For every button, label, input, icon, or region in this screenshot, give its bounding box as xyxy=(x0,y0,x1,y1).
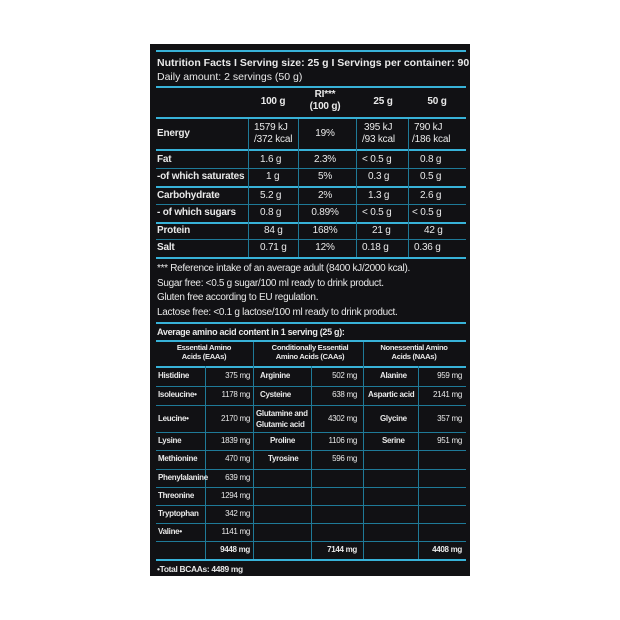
col-100g: 100 g xyxy=(260,96,286,107)
sugars-label: - of which sugars xyxy=(157,207,236,218)
naa-header-line-1: Nonessential Amino xyxy=(380,343,448,352)
eaa-value: 1141 mg xyxy=(221,527,250,536)
protein-25: 21 g xyxy=(372,225,391,236)
caa-header-line-2: Amino Acids (CAAs) xyxy=(275,351,345,361)
eaa-value: 1294 mg xyxy=(220,491,250,500)
eaa-name: Threonine xyxy=(158,491,194,500)
nut-grid-v3 xyxy=(356,119,357,257)
energy-25-kcal: /93 kcal xyxy=(362,134,395,145)
header-divider xyxy=(156,86,466,88)
eaa-header-line-2: Acids (EAAs) xyxy=(181,351,227,361)
protein-divider xyxy=(156,239,466,240)
caa-name-line-2: Glutamic acid xyxy=(256,420,305,429)
energy-50-kj: 790 kJ xyxy=(414,122,443,133)
colhead-divider xyxy=(156,117,466,119)
naa-name: Serine xyxy=(382,436,405,445)
salt-50: 0.36 g xyxy=(414,242,441,253)
eaa-header xyxy=(158,344,250,361)
caa-value: 4302 mg xyxy=(327,414,357,423)
naa-value: 357 mg xyxy=(437,414,462,423)
naa-header xyxy=(364,344,464,361)
sugars-25: < 0.5 g xyxy=(362,207,392,218)
nut-grid-v4 xyxy=(408,119,409,257)
carb-25: 1.3 g xyxy=(368,190,390,201)
carb-50: 2.6 g xyxy=(420,190,442,201)
salt-25: 0.18 g xyxy=(362,242,389,253)
naa-total: 4408 mg xyxy=(432,545,462,554)
sugars-100: 0.8 g xyxy=(260,207,282,218)
total-bcaas: •Total BCAAs: 4489 mg xyxy=(157,564,243,574)
naa-name: Glycine xyxy=(380,414,407,423)
col-ri: RI*** xyxy=(314,89,336,100)
fat-25: < 0.5 g xyxy=(362,154,392,165)
caa-value: 1106 mg xyxy=(328,436,357,445)
fat-ri: 2.3% xyxy=(314,154,336,165)
fat-divider xyxy=(156,168,466,169)
amino-title-divider xyxy=(156,340,466,342)
naa-value: 959 mg xyxy=(437,371,462,380)
energy-divider xyxy=(156,149,466,151)
caa-name: Arginine xyxy=(260,371,291,380)
nut-grid-v1 xyxy=(248,119,249,257)
caa-value: 502 mg xyxy=(332,371,357,380)
note-reference-intake: *** Reference intake of an average adult (8400 kJ/2000 kcal). xyxy=(157,263,410,274)
amino-title: Average amino acid content in 1 serving (25 g): xyxy=(157,327,345,337)
eaa-value: 1178 mg xyxy=(221,390,250,399)
eaa-name: Valine• xyxy=(158,527,182,536)
header-line-1: Nutrition Facts I Serving size: 25 g I Servings per container: 90 xyxy=(157,57,470,69)
eaa-value: 342 mg xyxy=(225,509,250,518)
caa-name: Cysteine xyxy=(260,390,291,399)
eaa-name: Methionine xyxy=(158,454,198,463)
eaa-name: Leucine• xyxy=(158,414,189,423)
caa-value: 596 mg xyxy=(332,454,357,463)
energy-50-kcal: /186 kcal xyxy=(412,134,451,145)
eaa-name: Phenylalanine xyxy=(158,473,208,482)
note-lactose-free: Lactose free: <0.1 g lactose/100 ml ready to drink product. xyxy=(157,307,398,318)
saturates-25: 0.3 g xyxy=(368,171,390,182)
sugars-divider xyxy=(156,222,466,224)
fat-label: Fat xyxy=(157,154,172,165)
nutrition-label xyxy=(150,44,470,576)
naa-name: Alanine xyxy=(380,371,407,380)
protein-100: 84 g xyxy=(264,225,283,236)
energy-100-kcal: /372 kcal xyxy=(254,134,293,145)
eaa-name: Tryptophan xyxy=(158,509,199,518)
header-line-2: Daily amount: 2 servings (50 g) xyxy=(157,71,303,83)
salt-divider xyxy=(156,257,466,259)
caa-name: Proline xyxy=(270,436,296,445)
sugars-ri: 0.89% xyxy=(311,207,339,218)
caa-header-line-1: Conditionally Essential xyxy=(271,343,349,352)
notes-divider xyxy=(156,322,466,324)
eaa-name: Isoleucine• xyxy=(158,390,197,399)
salt-label: Salt xyxy=(157,242,175,253)
note-gluten-free: Gluten free according to EU regulation. xyxy=(157,292,319,303)
eaa-total: 9448 mg xyxy=(220,545,250,554)
naa-value: 951 mg xyxy=(437,436,462,445)
caa-total: 7144 mg xyxy=(327,545,357,554)
protein-label: Protein xyxy=(157,225,191,236)
amino-grid-v2 xyxy=(253,342,254,559)
sugars-50: < 0.5 g xyxy=(412,207,442,218)
naa-header-line-2: Acids (NAAs) xyxy=(391,351,437,361)
col-ri-sub: (100 g) xyxy=(309,101,341,112)
naa-name: Aspartic acid xyxy=(368,390,415,399)
saturates-divider xyxy=(156,186,466,188)
saturates-label: -of which saturates xyxy=(157,171,245,182)
top-divider xyxy=(156,50,466,52)
energy-25-kj: 395 kJ xyxy=(364,122,393,133)
eaa-value: 470 mg xyxy=(225,454,250,463)
caa-value: 638 mg xyxy=(332,390,357,399)
eaa-value: 2170 mg xyxy=(220,414,250,423)
eaa-value: 1839 mg xyxy=(220,436,250,445)
carb-ri: 2% xyxy=(317,190,333,201)
col-25g: 25 g xyxy=(373,96,393,107)
nut-grid-v2 xyxy=(298,119,299,257)
carb-100: 5.2 g xyxy=(260,190,282,201)
eaa-header-line-1: Essential Amino xyxy=(176,343,232,352)
protein-50: 42 g xyxy=(424,225,443,236)
salt-100: 0.71 g xyxy=(260,242,287,253)
salt-ri: 12% xyxy=(315,242,335,253)
energy-100-kj: 1579 kJ xyxy=(254,122,288,133)
saturates-50: 0.5 g xyxy=(420,171,442,182)
caa-name-line-1: Glutamine and xyxy=(256,409,308,418)
saturates-ri: 5% xyxy=(317,171,333,182)
energy-label: Energy xyxy=(157,128,190,139)
fat-50: 0.8 g xyxy=(420,154,442,165)
eaa-name: Lysine xyxy=(158,436,182,445)
amino-totals-divider xyxy=(156,559,466,561)
note-sugar-free: Sugar free: <0.5 g sugar/100 ml ready to drink product. xyxy=(157,278,384,289)
protein-ri: 168% xyxy=(312,225,338,236)
energy-ri: 19% xyxy=(315,128,335,139)
carb-label: Carbohydrate xyxy=(157,190,220,201)
eaa-value: 639 mg xyxy=(225,473,250,482)
carb-divider xyxy=(156,204,466,205)
eaa-name: Histidine xyxy=(158,371,190,380)
naa-value: 2141 mg xyxy=(432,390,462,399)
eaa-value: 375 mg xyxy=(225,371,250,380)
fat-100: 1.6 g xyxy=(260,154,282,165)
caa-name: Tyrosine xyxy=(268,454,299,463)
amino-grid-v4 xyxy=(363,342,364,559)
saturates-100: 1 g xyxy=(266,171,280,182)
caa-header xyxy=(254,344,366,361)
col-50g: 50 g xyxy=(427,96,447,107)
